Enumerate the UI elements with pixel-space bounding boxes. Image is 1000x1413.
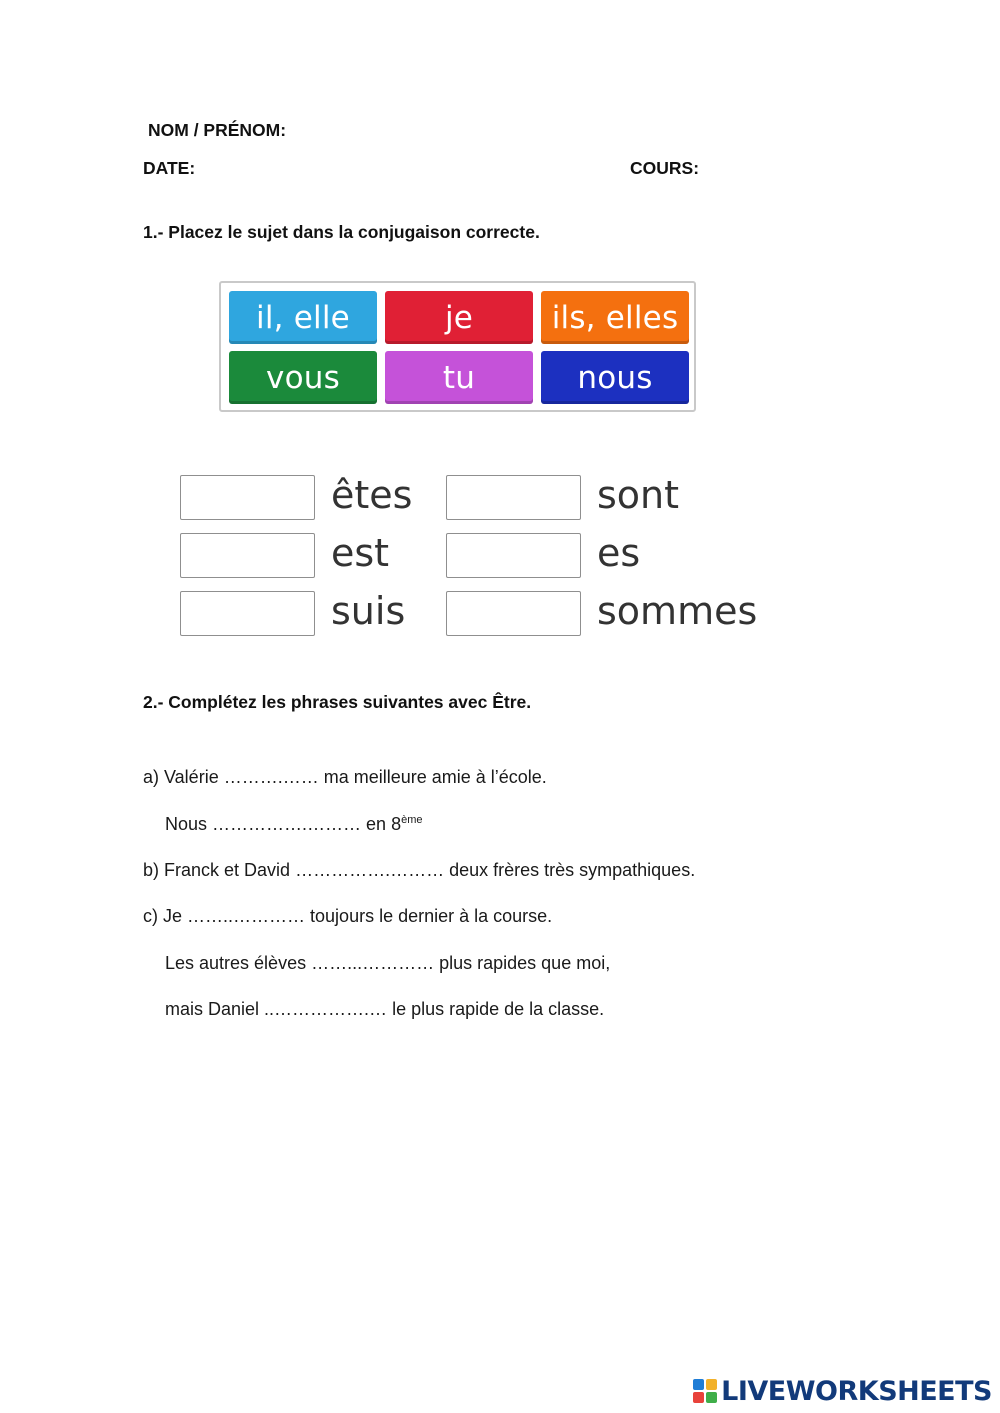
- sentence-a2: [165, 814, 423, 835]
- drop-box-sommes[interactable]: [446, 591, 581, 636]
- superscript: ème: [401, 814, 423, 826]
- answer-blank[interactable]: ……...…………: [311, 953, 435, 973]
- sentence-text: b) Franck et David: [143, 860, 296, 880]
- name-label: NOM / PRÉNOM:: [148, 120, 287, 140]
- answer-blank[interactable]: …………….………: [212, 814, 362, 834]
- sentence-text: deux frères très sympathiques.: [444, 860, 696, 880]
- sentence-a: [143, 767, 547, 788]
- sentence-text: le plus rapide de la classe.: [387, 999, 605, 1019]
- course-label: COURS:: [630, 158, 700, 178]
- sentence-c: [143, 906, 552, 927]
- sentence-text: toujours le dernier à la course.: [305, 906, 553, 926]
- sentence-text: plus rapides que moi,: [434, 953, 611, 973]
- verb-sont: sont: [597, 473, 680, 517]
- word-bank: [219, 281, 696, 412]
- answer-blank[interactable]: …………….………: [295, 860, 445, 880]
- drop-box-est[interactable]: [180, 533, 315, 578]
- drop-box-es[interactable]: [446, 533, 581, 578]
- sentence-text: ma meilleure amie à l’école.: [318, 767, 547, 787]
- sentence-text: en 8: [361, 814, 402, 834]
- sentence-text: a) Valérie: [143, 767, 224, 787]
- verb-est: est: [331, 531, 390, 575]
- exercise1-title: 1.- Placez le sujet dans la conjugaison correcte.: [143, 222, 540, 242]
- answer-blank[interactable]: ……..…………: [187, 906, 306, 926]
- answer-blank[interactable]: ……….……: [223, 767, 319, 787]
- drop-box-etes[interactable]: [180, 475, 315, 520]
- sentence-text: Les autres élèves: [165, 953, 312, 973]
- drop-box-sont[interactable]: [446, 475, 581, 520]
- verb-sommes: sommes: [597, 589, 758, 633]
- verb-suis: suis: [331, 589, 406, 633]
- tile-il-elle[interactable]: il, elle: [229, 291, 377, 344]
- tile-tu[interactable]: tu: [385, 351, 533, 404]
- tile-vous[interactable]: vous: [229, 351, 377, 404]
- sentence-b: [143, 860, 695, 881]
- verb-etes: êtes: [331, 473, 413, 517]
- sentence-text: Nous: [165, 814, 213, 834]
- tile-je[interactable]: je: [385, 291, 533, 344]
- drop-box-suis[interactable]: [180, 591, 315, 636]
- tile-nous[interactable]: nous: [541, 351, 689, 404]
- sentence-text: c) Je: [143, 906, 188, 926]
- liveworksheets-logo-text: LIVEWORKSHEETS: [721, 1376, 992, 1407]
- sentence-c2: [165, 953, 610, 974]
- verb-es: es: [597, 531, 641, 575]
- tile-ils-elles[interactable]: ils, elles: [541, 291, 689, 344]
- answer-blank[interactable]: ..…………….…: [264, 999, 388, 1019]
- date-label: DATE:: [143, 158, 196, 178]
- sentence-c3: [165, 999, 604, 1020]
- liveworksheets-logo[interactable]: [693, 1376, 992, 1407]
- sentence-text: mais Daniel: [165, 999, 265, 1019]
- exercise2-title: 2.- Complétez les phrases suivantes avec Être.: [143, 692, 532, 712]
- liveworksheets-logo-icon: [693, 1379, 719, 1405]
